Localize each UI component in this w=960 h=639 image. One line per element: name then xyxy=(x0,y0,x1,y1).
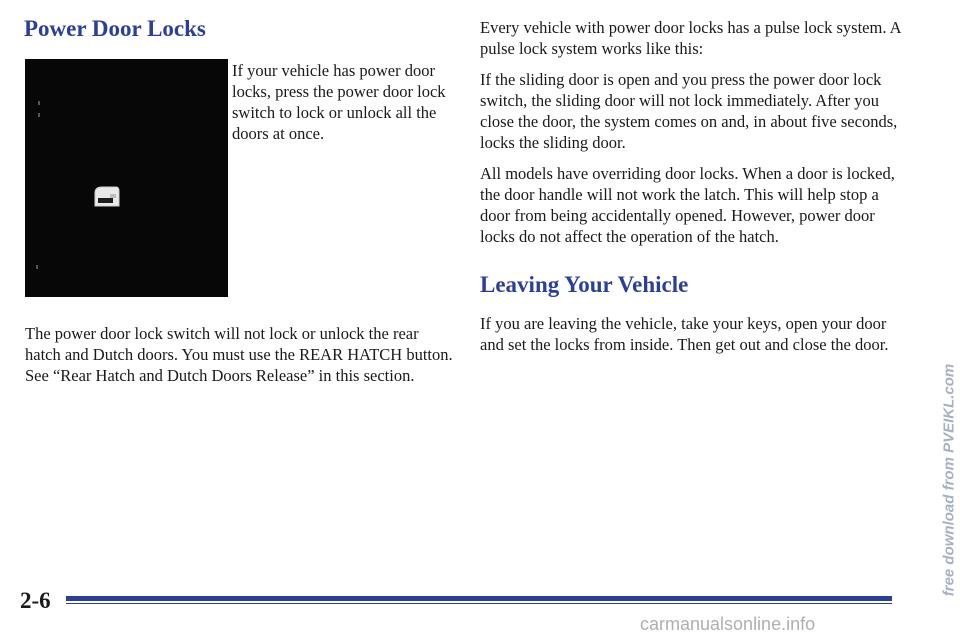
photo-speck xyxy=(38,113,40,117)
pulse-lock-paragraph: Every vehicle with power door locks has a pulse lock system. A pulse lock system works like this: xyxy=(480,18,901,58)
door-handle-icon xyxy=(92,185,121,208)
sliding-door-paragraph: If the sliding door is open and you press the power door lock switch, the sliding door will not lock immediately. After you close the door, the system comes on and, in about five seconds, locks the sliding door. xyxy=(480,70,898,152)
overriding-locks-paragraph: All models have overriding door locks. When a door is locked, the door handle will not work the latch. This will help stop a door from being accidentally opened. However, power door locks do not affect the operation of the hatch. xyxy=(480,164,895,246)
side-watermark-text: free download from PVEIKL.com xyxy=(940,363,958,597)
section-heading-leaving-your-vehicle: Leaving Your Vehicle xyxy=(480,272,689,297)
photo-speck xyxy=(36,265,38,269)
section-heading-power-door-locks: Power Door Locks xyxy=(24,16,206,41)
door-lock-switch-photo xyxy=(25,59,228,297)
rear-hatch-paragraph: The power door lock switch will not lock or unlock the rear hatch and Dutch doors. You must use the REAR HATCH button. See “Rear Hatch and Dutch Doors Release” in this section. xyxy=(25,324,453,385)
footer-rule xyxy=(66,596,892,601)
page-number: 2-6 xyxy=(20,588,51,613)
intro-paragraph: If your vehicle has power door locks, press the power door lock switch to lock or unlock all the doors at once. xyxy=(232,61,446,143)
side-watermark xyxy=(938,330,960,630)
bottom-watermark: carmanualsonline.info xyxy=(640,614,816,634)
leaving-vehicle-paragraph: If you are leaving the vehicle, take your keys, open your door and set the locks from inside. Then get out and close the door. xyxy=(480,314,889,354)
photo-speck xyxy=(38,101,40,105)
footer-rule-thin xyxy=(66,603,892,604)
